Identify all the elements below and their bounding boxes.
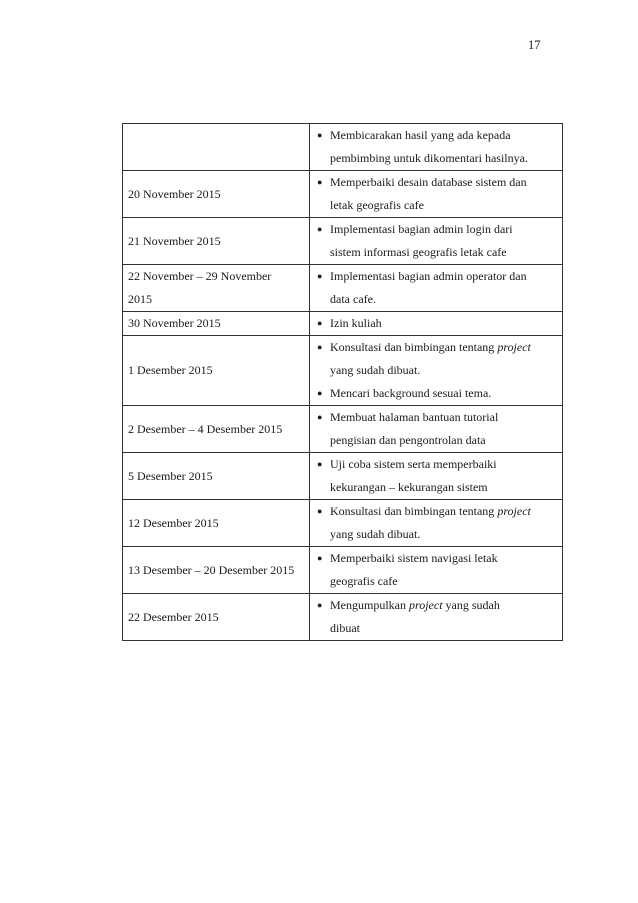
date-text: 21 November 2015 <box>128 233 221 248</box>
activity-text-segment: geografis cafe <box>330 574 398 588</box>
activity-text-segment: yang sudah <box>445 598 500 612</box>
activity-text-segment: data cafe. <box>330 292 376 306</box>
activity-cell <box>310 500 563 547</box>
activity-cell <box>310 171 563 218</box>
activity-text <box>330 222 513 259</box>
activity-item <box>310 547 558 593</box>
activity-item <box>310 171 558 217</box>
date-cell <box>123 500 310 547</box>
activity-text-segment: Izin kuliah <box>330 316 382 330</box>
activity-item <box>310 312 558 335</box>
activity-item <box>310 382 558 405</box>
activity-list <box>310 406 558 452</box>
table-row <box>123 406 563 453</box>
bullet-icon: ● <box>317 342 323 352</box>
schedule-table <box>122 123 563 641</box>
activity-text-italic: project <box>497 340 531 354</box>
activity-text-segment: Memperbaiki desain database sistem dan <box>330 175 527 189</box>
activity-text <box>330 175 527 212</box>
date-cell <box>123 171 310 218</box>
activity-text-segment: pembimbing untuk dikomentari hasilnya. <box>330 151 528 165</box>
activity-item <box>310 453 558 499</box>
activity-text <box>330 386 491 400</box>
activity-text-segment: pengisian dan pengontrolan data <box>330 433 486 447</box>
bullet-icon: ● <box>317 130 323 140</box>
activity-text-segment: Mencari background sesuai tema. <box>330 386 492 400</box>
activity-text-segment: Implementasi bagian admin login dari <box>330 222 513 236</box>
bullet-icon: ● <box>317 271 323 281</box>
activity-text-segment: Konsultasi dan bimbingan tentang <box>330 340 495 354</box>
activity-cell <box>310 336 563 406</box>
activity-text-segment: yang sudah dibuat. <box>330 363 421 377</box>
bullet-icon: ● <box>317 506 323 516</box>
bullet-icon: ● <box>317 459 323 469</box>
activity-text-segment: Mengumpulkan <box>330 598 406 612</box>
activity-list <box>310 312 558 335</box>
table-row <box>123 453 563 500</box>
table-row <box>123 547 563 594</box>
activity-list <box>310 124 558 170</box>
date-text: 30 November 2015 <box>128 316 221 330</box>
activity-text-segment: letak geografis cafe <box>330 198 424 212</box>
activity-cell <box>310 265 563 312</box>
activity-text <box>330 457 497 494</box>
date-cell <box>123 265 310 312</box>
table-row <box>123 265 563 312</box>
activity-text-segment: Membuat halaman bantuan tutorial <box>330 410 499 424</box>
activity-list <box>310 500 558 546</box>
date-text: 13 Desember – 20 Desember 2015 <box>128 562 295 577</box>
date-cell <box>123 124 310 171</box>
activity-list <box>310 547 558 593</box>
activity-text-segment: kekurangan – kekurangan sistem <box>330 480 488 494</box>
activity-cell <box>310 547 563 594</box>
date-cell <box>123 218 310 265</box>
date-cell <box>123 453 310 500</box>
activity-text <box>330 128 528 165</box>
bullet-icon: ● <box>317 177 323 187</box>
bullet-icon: ● <box>317 553 323 563</box>
activity-list <box>310 218 558 264</box>
activity-text-segment: sistem informasi geografis letak cafe <box>330 245 507 259</box>
activity-text <box>330 598 500 635</box>
activity-item <box>310 500 558 546</box>
bullet-icon: ● <box>317 412 323 422</box>
activity-item <box>310 336 558 382</box>
date-text: 1 Desember 2015 <box>128 363 213 377</box>
activity-list <box>310 171 558 217</box>
activity-cell <box>310 312 563 336</box>
activity-item <box>310 124 558 170</box>
activity-list <box>310 265 558 311</box>
activity-text-segment: Membicarakan hasil yang ada kepada <box>330 128 511 142</box>
activity-cell <box>310 594 563 641</box>
table-row <box>123 594 563 641</box>
activity-text <box>330 551 498 588</box>
activity-cell <box>310 218 563 265</box>
table-row <box>123 218 563 265</box>
bullet-icon: ● <box>317 318 323 328</box>
date-cell <box>123 336 310 406</box>
table-row <box>123 171 563 218</box>
page-number: 17 <box>528 38 541 52</box>
date-cell <box>123 594 310 641</box>
date-text: 22 Desember 2015 <box>128 609 219 624</box>
activity-cell <box>310 406 563 453</box>
table-row <box>123 336 563 406</box>
activity-text <box>330 269 527 306</box>
activity-item <box>310 594 558 640</box>
activity-text-italic: project <box>497 504 531 518</box>
activity-cell <box>310 124 563 171</box>
date-text: 2015 <box>128 292 152 306</box>
activity-list <box>310 453 558 499</box>
activity-item <box>310 265 558 311</box>
activity-text-segment: Memperbaiki sistem navigasi letak <box>330 551 498 565</box>
activity-text <box>330 504 531 541</box>
date-text: 20 November 2015 <box>128 186 221 201</box>
activity-text-segment: Implementasi bagian admin operator dan <box>330 269 527 283</box>
activity-text-segment: Uji coba sistem serta memperbaiki <box>330 457 497 471</box>
table-row <box>123 312 563 336</box>
bullet-icon: ● <box>317 388 323 398</box>
activity-text-segment: yang sudah dibuat. <box>330 527 421 541</box>
activity-item <box>310 218 558 264</box>
activity-text <box>330 340 531 377</box>
table-row <box>123 500 563 547</box>
date-text: 5 Desember 2015 <box>128 468 213 483</box>
date-text: 2 Desember – 4 Desember 2015 <box>128 421 283 436</box>
activity-text-segment: Konsultasi dan bimbingan tentang <box>330 504 495 518</box>
activity-cell <box>310 453 563 500</box>
activity-text <box>330 316 382 330</box>
schedule-body <box>123 124 563 641</box>
activity-text-italic: project <box>409 598 443 612</box>
date-text: 22 November – 29 November <box>128 269 272 283</box>
activity-text <box>330 410 498 447</box>
date-cell <box>123 406 310 453</box>
table-row <box>123 124 563 171</box>
activity-text-segment: dibuat <box>330 621 360 635</box>
date-cell <box>123 547 310 594</box>
date-cell <box>123 312 310 336</box>
bullet-icon: ● <box>317 600 323 610</box>
bullet-icon: ● <box>317 224 323 234</box>
activity-list <box>310 594 558 640</box>
activity-list <box>310 336 558 405</box>
date-text: 12 Desember 2015 <box>128 515 219 530</box>
activity-item <box>310 406 558 452</box>
